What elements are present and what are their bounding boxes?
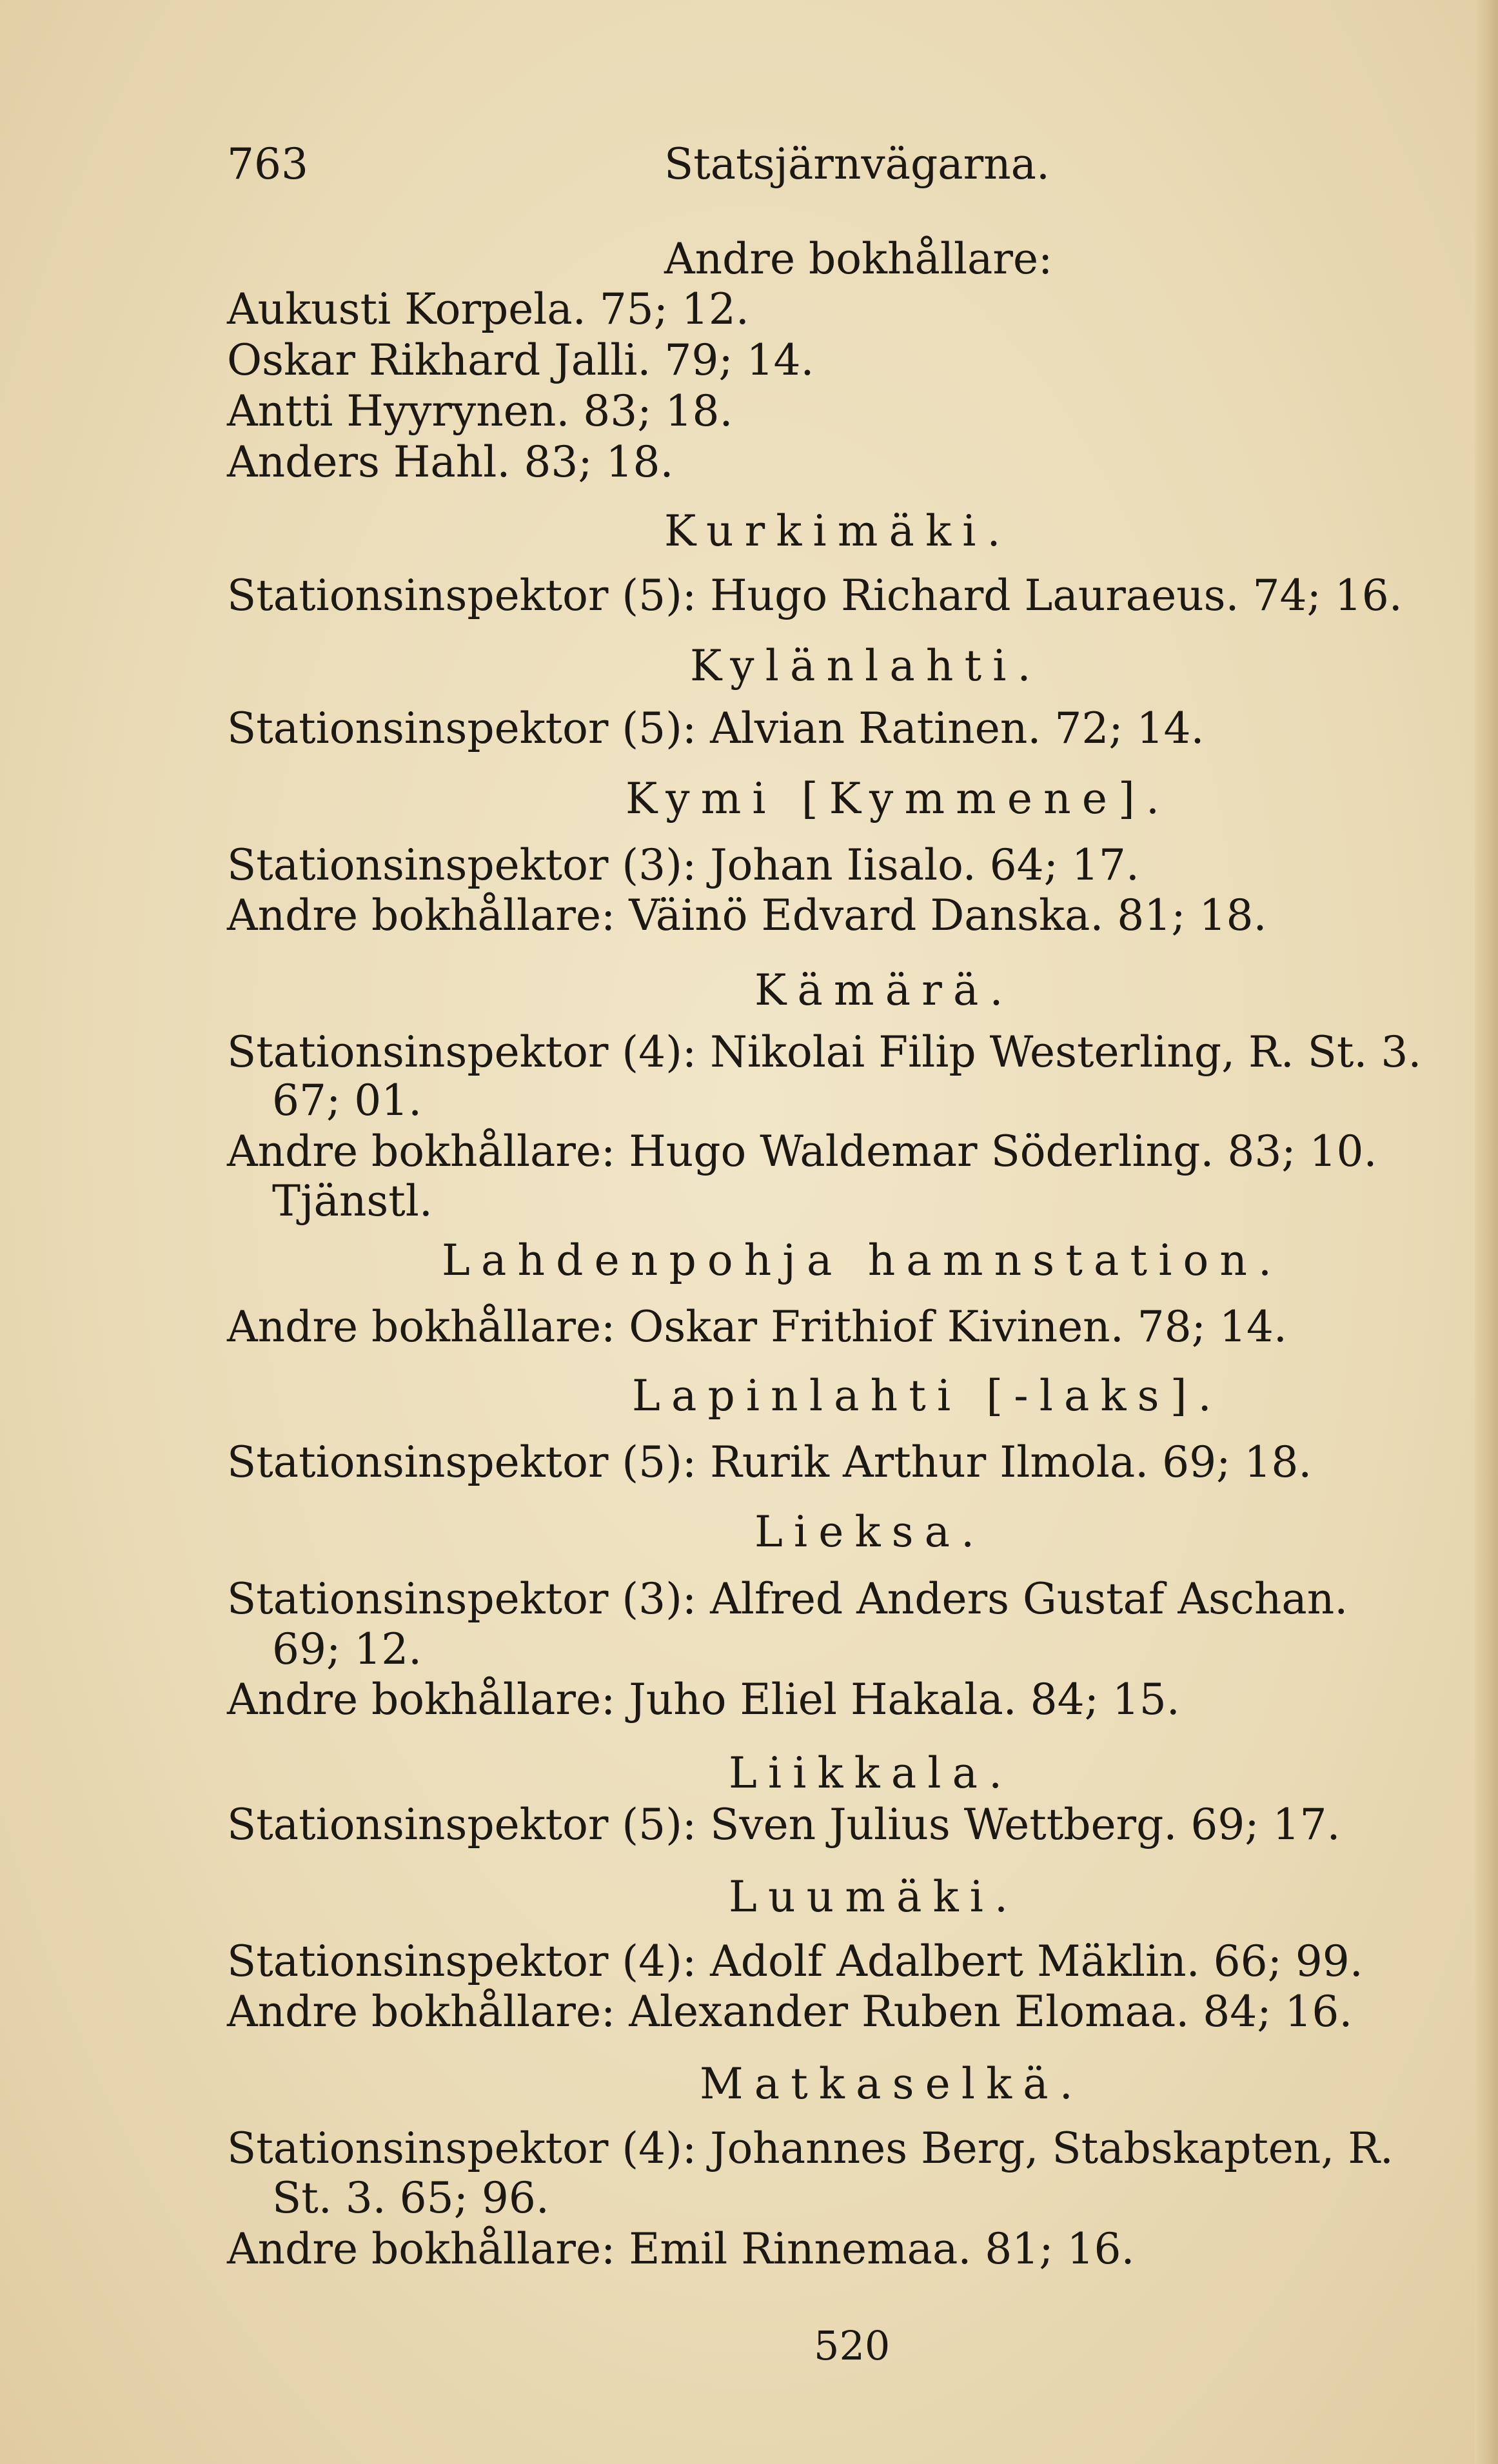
station-heading: Lahdenpohja hamnstation.	[442, 1236, 1283, 1285]
entry-line: Andre bokhållare: Väinö Edvard Danska. 81; 18.	[227, 891, 1267, 940]
station-heading: Kymi [Kymmene].	[626, 774, 1171, 823]
station-heading: Luumäki.	[729, 1872, 1020, 1922]
entry-line: Stationsinspektor (5): Alvian Ratinen. 72; 14.	[227, 704, 1205, 753]
entry-line: Andre bokhållare:	[664, 234, 1053, 284]
entry-line: Andre bokhållare: Hugo Waldemar Söderling. 83; 10.	[227, 1127, 1377, 1176]
station-heading: Matkaselkä.	[700, 2059, 1084, 2109]
running-title: Statsjärnvägarna.	[664, 139, 1050, 189]
entry-line: Antti Hyyrynen. 83; 18.	[227, 386, 733, 436]
entry-line: Stationsinspektor (4): Adolf Adalbert Mäklin. 66; 99.	[227, 1937, 1363, 1986]
entry-line: Stationsinspektor (5): Hugo Richard Lauraeus. 74; 16.	[227, 571, 1403, 620]
station-heading: Kämärä.	[754, 965, 1014, 1015]
entry-line: Stationsinspektor (3): Johan Iisalo. 64; 17.	[227, 840, 1139, 890]
station-heading: Kurkimäki.	[664, 506, 1012, 556]
entry-line: Andre bokhållare: Alexander Ruben Elomaa. 84; 16.	[227, 1987, 1353, 2036]
station-heading: Kylänlahti.	[690, 641, 1042, 691]
station-heading: Liikkala.	[729, 1748, 1014, 1798]
entry-line: 67; 01.	[272, 1076, 422, 1125]
entry-line: Andre bokhållare: Emil Rinnemaa. 81; 16.	[227, 2224, 1135, 2274]
entry-line: Tjänstl.	[272, 1176, 433, 1226]
page-number: 763	[227, 139, 308, 189]
signature-mark: 520	[814, 2322, 891, 2369]
entry-line: Anders Hahl. 83; 18.	[227, 437, 674, 487]
entry-line: Stationsinspektor (4): Johannes Berg, Stabskapten, R.	[227, 2124, 1394, 2173]
station-heading: Lieksa.	[754, 1507, 986, 1557]
entry-line: Oskar Rikhard Jalli. 79; 14.	[227, 335, 814, 385]
entry-line: Andre bokhållare: Juho Eliel Hakala. 84; 15.	[227, 1675, 1180, 1724]
entry-line: Stationsinspektor (4): Nikolai Filip Westerling, R. St. 3.	[227, 1027, 1422, 1077]
entry-line: Stationsinspektor (5): Rurik Arthur Ilmola. 69; 18.	[227, 1437, 1312, 1487]
entry-line: Andre bokhållare: Oskar Frithiof Kivinen. 78; 14.	[227, 1302, 1287, 1352]
entry-line: Stationsinspektor (5): Sven Julius Wettberg. 69; 17.	[227, 1800, 1341, 1849]
entry-line: St. 3. 65; 96.	[272, 2173, 549, 2223]
station-heading: Lapinlahti [-laks].	[632, 1371, 1223, 1421]
entry-line: Aukusti Korpela. 75; 12.	[227, 284, 749, 334]
entry-line: 69; 12.	[272, 1624, 422, 1674]
page-edge-shadow	[1475, 0, 1498, 2464]
entry-line: Stationsinspektor (3): Alfred Anders Gustaf Aschan.	[227, 1574, 1348, 1624]
